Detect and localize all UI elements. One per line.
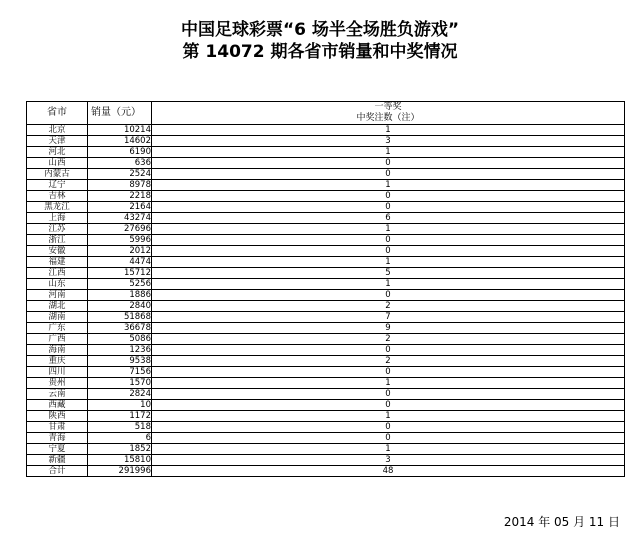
header-province: 省市 (27, 102, 88, 125)
province-cell: 西藏 (27, 400, 88, 411)
table-row (27, 202, 625, 213)
document-title: 中国足球彩票“6 场半全场胜负游戏” (180, 20, 460, 40)
sales-cell: 4474 (88, 257, 152, 268)
province-cell: 山西 (27, 158, 88, 169)
header-prize-count: 中奖注数（注） (356, 113, 420, 123)
sales-cell: 10214 (88, 125, 152, 136)
sales-prize-table (26, 101, 625, 477)
table-row (27, 147, 625, 158)
province-cell: 安徽 (27, 246, 88, 257)
sales-cell: 636 (88, 158, 152, 169)
table-row (27, 301, 625, 312)
province-cell: 江西 (27, 268, 88, 279)
table-body (27, 125, 625, 466)
table-row (27, 158, 625, 169)
total-label: 合计 (27, 466, 88, 477)
province-cell: 重庆 (27, 356, 88, 367)
province-cell: 甘肃 (27, 422, 88, 433)
prize-count-cell: 0 (152, 169, 625, 180)
prize-count-cell: 0 (152, 345, 625, 356)
table-row (27, 246, 625, 257)
table-row (27, 257, 625, 268)
prize-count-cell: 2 (152, 334, 625, 345)
province-cell: 湖南 (27, 312, 88, 323)
prize-count-cell: 0 (152, 290, 625, 301)
sales-cell: 7156 (88, 367, 152, 378)
province-cell: 河北 (27, 147, 88, 158)
table-row (27, 224, 625, 235)
sales-cell: 2164 (88, 202, 152, 213)
province-cell: 辽宁 (27, 180, 88, 191)
table-row (27, 235, 625, 246)
table-row (27, 169, 625, 180)
sales-cell: 1570 (88, 378, 152, 389)
table-row (27, 290, 625, 301)
prize-count-cell: 3 (152, 455, 625, 466)
sales-cell: 5086 (88, 334, 152, 345)
header-first-prize (152, 102, 625, 125)
sales-cell: 15810 (88, 455, 152, 466)
province-cell: 上海 (27, 213, 88, 224)
table-row (27, 191, 625, 202)
table-row (27, 213, 625, 224)
prize-count-cell: 0 (152, 191, 625, 202)
province-cell: 广西 (27, 334, 88, 345)
sales-cell: 9538 (88, 356, 152, 367)
sales-cell: 2012 (88, 246, 152, 257)
prize-count-cell: 1 (152, 444, 625, 455)
header-sales: 销量（元） (88, 102, 152, 125)
prize-count-cell: 0 (152, 433, 625, 444)
province-cell: 内蒙古 (27, 169, 88, 180)
sales-cell: 518 (88, 422, 152, 433)
province-cell: 湖北 (27, 301, 88, 312)
table-row (27, 400, 625, 411)
table-row (27, 367, 625, 378)
sales-cell: 43274 (88, 213, 152, 224)
sales-cell: 10 (88, 400, 152, 411)
sales-cell: 6190 (88, 147, 152, 158)
table-row (27, 433, 625, 444)
total-count: 48 (152, 466, 625, 477)
prize-count-cell: 1 (152, 125, 625, 136)
prize-count-cell: 9 (152, 323, 625, 334)
prize-count-cell: 3 (152, 136, 625, 147)
report-date: 2014 年 05 月 11 日 (503, 515, 620, 529)
sales-cell: 2524 (88, 169, 152, 180)
sales-cell: 5256 (88, 279, 152, 290)
province-cell: 北京 (27, 125, 88, 136)
prize-count-cell: 7 (152, 312, 625, 323)
sales-cell: 14602 (88, 136, 152, 147)
table-row (27, 334, 625, 345)
sales-cell: 5996 (88, 235, 152, 246)
sales-cell: 1172 (88, 411, 152, 422)
table-row (27, 345, 625, 356)
sales-cell: 2840 (88, 301, 152, 312)
sales-cell: 6 (88, 433, 152, 444)
province-cell: 天津 (27, 136, 88, 147)
prize-count-cell: 0 (152, 367, 625, 378)
prize-count-cell: 1 (152, 147, 625, 158)
province-cell: 河南 (27, 290, 88, 301)
sales-cell: 1236 (88, 345, 152, 356)
sales-cell: 51868 (88, 312, 152, 323)
prize-count-cell: 1 (152, 180, 625, 191)
prize-count-cell: 1 (152, 279, 625, 290)
total-sales: 291996 (88, 466, 152, 477)
total-row (27, 466, 625, 477)
prize-count-cell: 0 (152, 202, 625, 213)
province-cell: 陕西 (27, 411, 88, 422)
prize-count-cell: 2 (152, 301, 625, 312)
table-row (27, 444, 625, 455)
table-row (27, 455, 625, 466)
table-row (27, 136, 625, 147)
table-row (27, 378, 625, 389)
province-cell: 福建 (27, 257, 88, 268)
sales-cell: 2218 (88, 191, 152, 202)
table-row (27, 180, 625, 191)
sales-cell: 1886 (88, 290, 152, 301)
table-row (27, 356, 625, 367)
province-cell: 青海 (27, 433, 88, 444)
prize-count-cell: 1 (152, 257, 625, 268)
header-prize-level: 一等奖 (374, 102, 402, 112)
province-cell: 云南 (27, 389, 88, 400)
prize-count-cell: 1 (152, 378, 625, 389)
sales-cell: 27696 (88, 224, 152, 235)
prize-count-cell: 6 (152, 213, 625, 224)
province-cell: 四川 (27, 367, 88, 378)
province-cell: 浙江 (27, 235, 88, 246)
sales-cell: 1852 (88, 444, 152, 455)
prize-count-cell: 1 (152, 224, 625, 235)
province-cell: 宁夏 (27, 444, 88, 455)
table-row (27, 389, 625, 400)
table-row (27, 323, 625, 334)
table-row (27, 312, 625, 323)
prize-count-cell: 2 (152, 356, 625, 367)
sales-cell: 2824 (88, 389, 152, 400)
table-row (27, 268, 625, 279)
sales-cell: 36678 (88, 323, 152, 334)
prize-count-cell: 0 (152, 246, 625, 257)
table-row (27, 279, 625, 290)
prize-count-cell: 0 (152, 400, 625, 411)
province-cell: 山东 (27, 279, 88, 290)
province-cell: 吉林 (27, 191, 88, 202)
table-row (27, 422, 625, 433)
sales-cell: 15712 (88, 268, 152, 279)
prize-count-cell: 5 (152, 268, 625, 279)
document-subtitle: 第 14072 期各省市销量和中奖情况 (182, 42, 458, 62)
prize-count-cell: 0 (152, 158, 625, 169)
prize-count-cell: 1 (152, 411, 625, 422)
province-cell: 新疆 (27, 455, 88, 466)
province-cell: 海南 (27, 345, 88, 356)
sales-cell: 8978 (88, 180, 152, 191)
province-cell: 广东 (27, 323, 88, 334)
prize-count-cell: 0 (152, 389, 625, 400)
table-row (27, 411, 625, 422)
prize-count-cell: 0 (152, 422, 625, 433)
table-row (27, 125, 625, 136)
province-cell: 黑龙江 (27, 202, 88, 213)
table-header-row (27, 102, 625, 125)
prize-count-cell: 0 (152, 235, 625, 246)
province-cell: 贵州 (27, 378, 88, 389)
province-cell: 江苏 (27, 224, 88, 235)
